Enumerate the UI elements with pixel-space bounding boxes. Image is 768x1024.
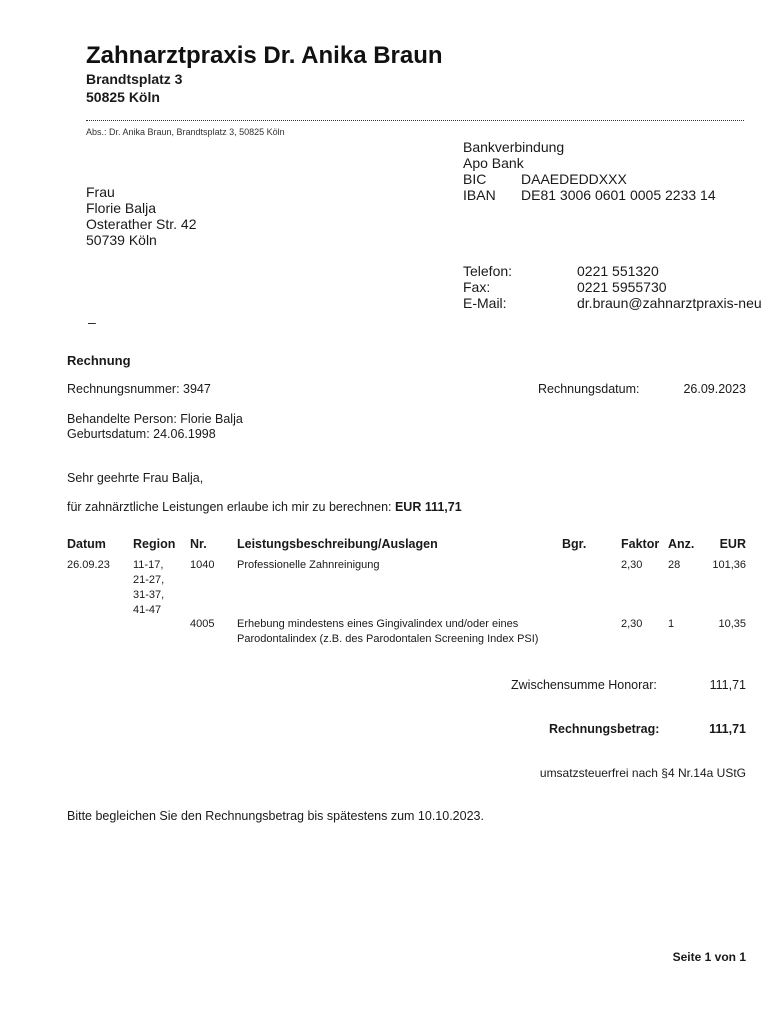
col-header-date: Datum [67,537,106,551]
col-header-description: Leistungsbeschreibung/Auslagen [237,537,438,551]
fold-mark: – [88,314,96,330]
iban-label: IBAN [463,187,496,203]
recipient-city: 50739 Köln [86,232,157,248]
row1-factor: 2,30 [621,559,643,571]
sender-line: Abs.: Dr. Anika Braun, Brandtsplatz 3, 50825 Köln [86,127,285,137]
row2-factor: 2,30 [621,618,643,630]
contact-details [463,263,762,311]
intro-text [67,500,462,514]
row1-region-line: 11-17, [133,559,164,571]
bic-label: BIC [463,171,487,187]
row2-nr: 4005 [190,618,215,630]
row1-nr: 1040 [190,559,215,571]
row1-description: Professionelle Zahnreinigung [237,559,380,571]
phone-value: 0221 551320 [577,263,659,279]
row2-eur: 10,35 [718,618,746,630]
letter-greeting: Sehr geehrte Frau Balja, [67,471,204,485]
fax-label: Fax: [463,279,491,295]
invoice-date: 26.09.2023 [683,382,746,396]
subtotal-value: 111,71 [709,678,746,692]
row2-qty: 1 [668,618,675,630]
email-label: E-Mail: [463,295,507,311]
practice-city: 50825 Köln [86,89,160,105]
row1-region-line: 41-47 [133,604,162,616]
bank-name: Apo Bank [463,155,524,171]
col-header-region: Region [133,537,176,551]
fax-row [463,279,762,295]
iban-value: DE81 3006 0601 0005 2233 14 [521,187,716,203]
email-value: dr.braun@zahnarztpraxis-neu [577,295,762,311]
payment-note: Bitte begleichen Sie den Rechnungsbetrag bis spätestens zum 10.10.2023. [67,809,484,823]
recipient-street: Osterather Str. 42 [86,216,197,232]
document-title: Rechnung [67,353,131,368]
iban-row [463,187,716,203]
intro-amount: EUR 111,71 [394,500,462,514]
fax-value: 0221 5955730 [577,279,667,295]
intro-sentence: für zahnärztliche Leistungen erlaube ich mir zu berechnen: [67,500,395,514]
phone-row [463,263,762,279]
row2-description: Erhebung mindestens eines Gingivalindex und/oder eines Parodontalindex (z.B. des Parodontalen Screening Index PSI) [237,618,539,645]
recipient-salutation: Frau [86,184,115,200]
patient-birthdate: Geburtsdatum: 24.06.1998 [67,427,216,441]
subtotal-label: Zwischensumme Honorar: [511,678,657,692]
invoice-date-label: Rechnungsdatum: [538,382,640,396]
row1-region-line: 21-27, [133,574,165,586]
total-label: Rechnungsbetrag: [549,722,660,736]
letterhead-divider [86,120,744,121]
total-value: 111,71 [709,722,746,736]
invoice-number: Rechnungsnummer: 3947 [67,382,211,396]
row1-region [133,558,164,618]
practice-name: Zahnarztpraxis Dr. Anika Braun [86,42,443,69]
patient-name: Behandelte Person: Florie Balja [67,412,243,426]
row1-eur: 101,36 [712,559,746,571]
practice-street: Brandtsplatz 3 [86,71,183,87]
row1-qty: 28 [668,559,681,571]
bank-details [463,139,716,203]
col-header-bgr: Bgr. [562,537,587,551]
col-header-eur: EUR [719,537,746,551]
bic-row [463,171,716,187]
phone-label: Telefon: [463,263,513,279]
col-header-qty: Anz. [668,537,695,551]
recipient-address [86,184,197,248]
col-header-nr: Nr. [190,537,207,551]
bic-value: DAAEDEDDXXX [521,171,627,187]
row1-region-line: 31-37, [133,589,165,601]
page-number: Seite 1 von 1 [672,950,746,964]
patient-info [67,412,243,442]
email-row [463,295,762,311]
row1-date: 26.09.23 [67,559,110,571]
recipient-name: Florie Balja [86,200,157,216]
bank-heading: Bankverbindung [463,139,565,155]
tax-note: umsatzsteuerfrei nach §4 Nr.14a UStG [539,766,746,780]
col-header-factor: Faktor [621,537,660,551]
